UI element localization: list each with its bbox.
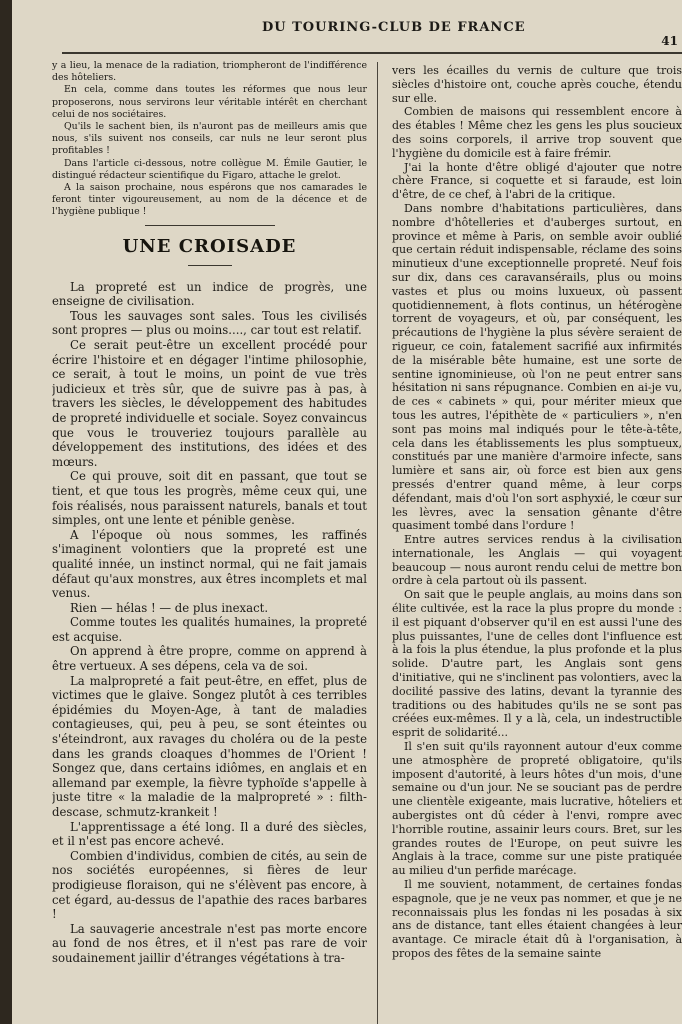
article-paragraph: Dans nombre d'habitations particulières, dans nombre d'hôtelleries et d'auberges surtout, en province et même à Paris, on semble avoir oublié que certain réduit indispensable, réclame des soins minutieux d'une exceptionnelle propreté. Neuf fois sur dix, dans ces caravansérails, plus ou moins vastes et plus ou moins luxueux, où passent quotidiennement, à flots continus, un hétérogène torrent de voyageurs, et où, par conséquent, les précautions de l'hygiène la plus sévère seraient de rigueur, ce coin, fatalement sacrifié aux infirmités de la misérable bête humaine, est une sorte de sentine ignominieuse, où l'on ne peut entrer sans hésitation ni sans répugnance. Combien en ai-je vu, de ces « cabinets » qui, pour mériter mieux que tous les autres, l'épithète de « particuliers », n'en sont pas moins mal indiqués pour le tête-à-tête, cela dans les établissements les plus somptueux, constitués par une manière d'armoire infecte, sans lumière et sans air, où force est bien aux gens pressés d'entrer quand même, à leur corps défendant, mais d'où l'on sort asphyxié, le cœur sur les lèvres, avec la sensation gênante d'être quasiment tombé dans l'ordure !: [392, 201, 682, 533]
article-paragraph: On apprend à être propre, comme on apprend à être vertueux. A ses dépens, cela va de soi.: [52, 644, 367, 674]
article-paragraph: Combien de maisons qui ressemblent encore à des étables ! Même chez les gens les plus soucieux des soins corporels, il arrive trop souvent que l'hygiène du domicile est à faire frémir.: [392, 105, 682, 160]
article-paragraph: Il s'en suit qu'ils rayonnent autour d'eux comme une atmosphère de propreté obligatoire, qu'ils imposent d'autorité, à leurs hôtes d'un mois, d'une semaine ou d'un jour. Ne se souciant pas de perdre une clientèle exigeante, mais lucrative, hôteliers et aubergistes ont dû céder à l'envi, rompre avec l'horrible routine, assainir leurs cours. Bret, sur les grandes routes de l'Europe, on peut suivre les Anglais à la trace, comme sur une piste pratiquée au milieu d'un perfide marécage.: [392, 740, 682, 878]
article-paragraph: vers les écailles du vernis de culture que trois siècles d'histoire ont, couche après couche, étendu sur elle.: [392, 64, 682, 105]
article-paragraph: La propreté est un indice de progrès, une enseigne de civilisation.: [52, 279, 367, 309]
running-header: DU TOURING-CLUB DE FRANCE: [262, 20, 526, 35]
header-rule: [62, 52, 682, 54]
article-body: [52, 280, 367, 966]
article-paragraph: Comme toutes les qualités humaines, la propreté est acquise.: [52, 615, 367, 644]
article-paragraph: Il me souvient, notamment, de certaines fondas espagnole, que je ne veux pas nommer, et que je ne reconnaissais plus les fondas ni les posadas à six ans de distance, tant elles étaient changées à leur avantage. Ce miracle était dû à l'organisation, à propos des fêtes de la semaine sainte: [392, 878, 682, 960]
article-paragraph: Ce serait peut-être un excellent procédé pour écrire l'histoire et en dégager l'intime philosophie, ce serait, à tout le moins, un point de vue très judicieux et très sûr, que de suivre pas à pas, à travers les siècles, le développement des habitudes de propreté individuelle et sociale. Soyez convaincus que vous le trouveriez toujours parallèle au développement des institutions, des idées et des mœurs.: [52, 338, 367, 469]
book-binding: [0, 0, 12, 1024]
article-paragraph: Combien d'individus, combien de cités, au sein de nos sociétés européennes, si fières de leur prodigieuse floraison, qui ne s'élèvent pas encore, à cet égard, au-dessus de l'apathie des races barbares !: [52, 848, 367, 922]
intro-paragraph: Dans l'article ci-dessous, notre collègue M. Émile Gautier, le distingué rédacteur scientifique du Figaro, attache le grelot.: [52, 157, 367, 181]
article-title: UNE CROISADE: [122, 235, 297, 257]
article-paragraph: Entre autres services rendus à la civilisation internationale, les Anglais — qui voyagent beaucoup — nous auront rendu celui de mettre bon ordre à cela partout où ils passent.: [392, 533, 682, 588]
column-divider: [377, 62, 378, 1024]
title-underline: [188, 265, 232, 266]
article-paragraph: L'apprentissage a été long. Il a duré des siècles, et il n'est pas encore achevé.: [52, 819, 367, 849]
article-paragraph: La malpropreté a fait peut-être, en effet, plus de victimes que le glaive. Songez plutôt à ces terribles épidémies du Moyen-Age, à tant de maladies contagieuses, qui, peu à peu, se sont éteintes ou s'éteindront, aux ravages du choléra ou de la peste dans les grands cloaques d'hommes de l'Orient ! Songez que, dans certains idiômes, en anglais et en allemand par exemple, la fièvre typhoïde s'appelle à juste titre « la maladie de la malpropreté » : filth-descase, schmutz-krankeit !: [52, 673, 367, 820]
article-paragraph: A l'époque où nous sommes, les raffinés s'imaginent volontiers que la propreté est une qualité innée, un instinct normal, qui ne fait jamais défaut qu'aux monstres, aux êtres incomplets et mal venus.: [52, 527, 367, 601]
article-paragraph: Tous les sauvages sont sales. Tous les civilisés sont propres — plus ou moins...., car tout est relatif.: [52, 308, 367, 338]
left-column: [52, 60, 367, 1024]
intro-paragraph: En cela, comme dans toutes les réformes que nous leur proposerons, nous servirons leur véritable intérêt en cherchant celui de nos sociétaires.: [52, 84, 367, 120]
article-paragraph: Ce qui prouve, soit dit en passant, que tout se tient, et que tous les progrès, même ceux qui, une fois réalisés, nous paraissent naturels, banals et tout simples, ont une lente et pénible genèse.: [52, 469, 367, 528]
intro-paragraph: y a lieu, la menace de la radiation, triompheront de l'indifférence des hôteliers.: [52, 60, 367, 84]
article-paragraph: On sait que le peuple anglais, au moins dans son élite cultivée, est la race la plus propre du monde : il est piquant d'observer qu'il en est aussi l'une des plus puissantes, l'une de celles dont l'influence est à la fois la plus étendue, la plus profonde et la plus solide. D'autre part, les Anglais sont gens d'initiative, qui ne s'inclinent pas volontiers, avec la docilité passive des latins, devant la tyrannie des traditions ou des habitudes qu'ils ne se sont pas créées eux-mêmes. Il y a là, cela, un indestructible esprit de solidarité...: [392, 588, 682, 740]
intro-note: [52, 60, 367, 219]
journal-page: [12, 0, 682, 1024]
article-paragraph: La sauvagerie ancestrale n'est pas morte encore au fond de nos êtres, et il n'est pas rare de voir soudainement jaillir d'étranges végétations à tra-: [52, 921, 367, 965]
intro-paragraph: A la saison prochaine, nous espérons que nos camarades le feront tinter vigoureusement, au nom de la décence et de l'hygiène publique !: [52, 182, 367, 218]
article-paragraph: Rien — hélas ! — de plus inexact.: [70, 600, 269, 615]
page-number: 41: [661, 34, 678, 48]
right-column: [392, 64, 682, 1024]
intro-paragraph: Qu'ils le sachent bien, ils n'auront pas de meilleurs amis que nous, s'ils suivent nos conseils, car nuls ne leur seront plus profitables !: [52, 121, 367, 157]
section-separator: [145, 225, 275, 226]
article-paragraph: J'ai la honte d'être obligé d'ajouter que notre chère France, si coquette et si faraude, est loin d'être, de ce chef, à l'abri de la critique.: [392, 160, 682, 202]
